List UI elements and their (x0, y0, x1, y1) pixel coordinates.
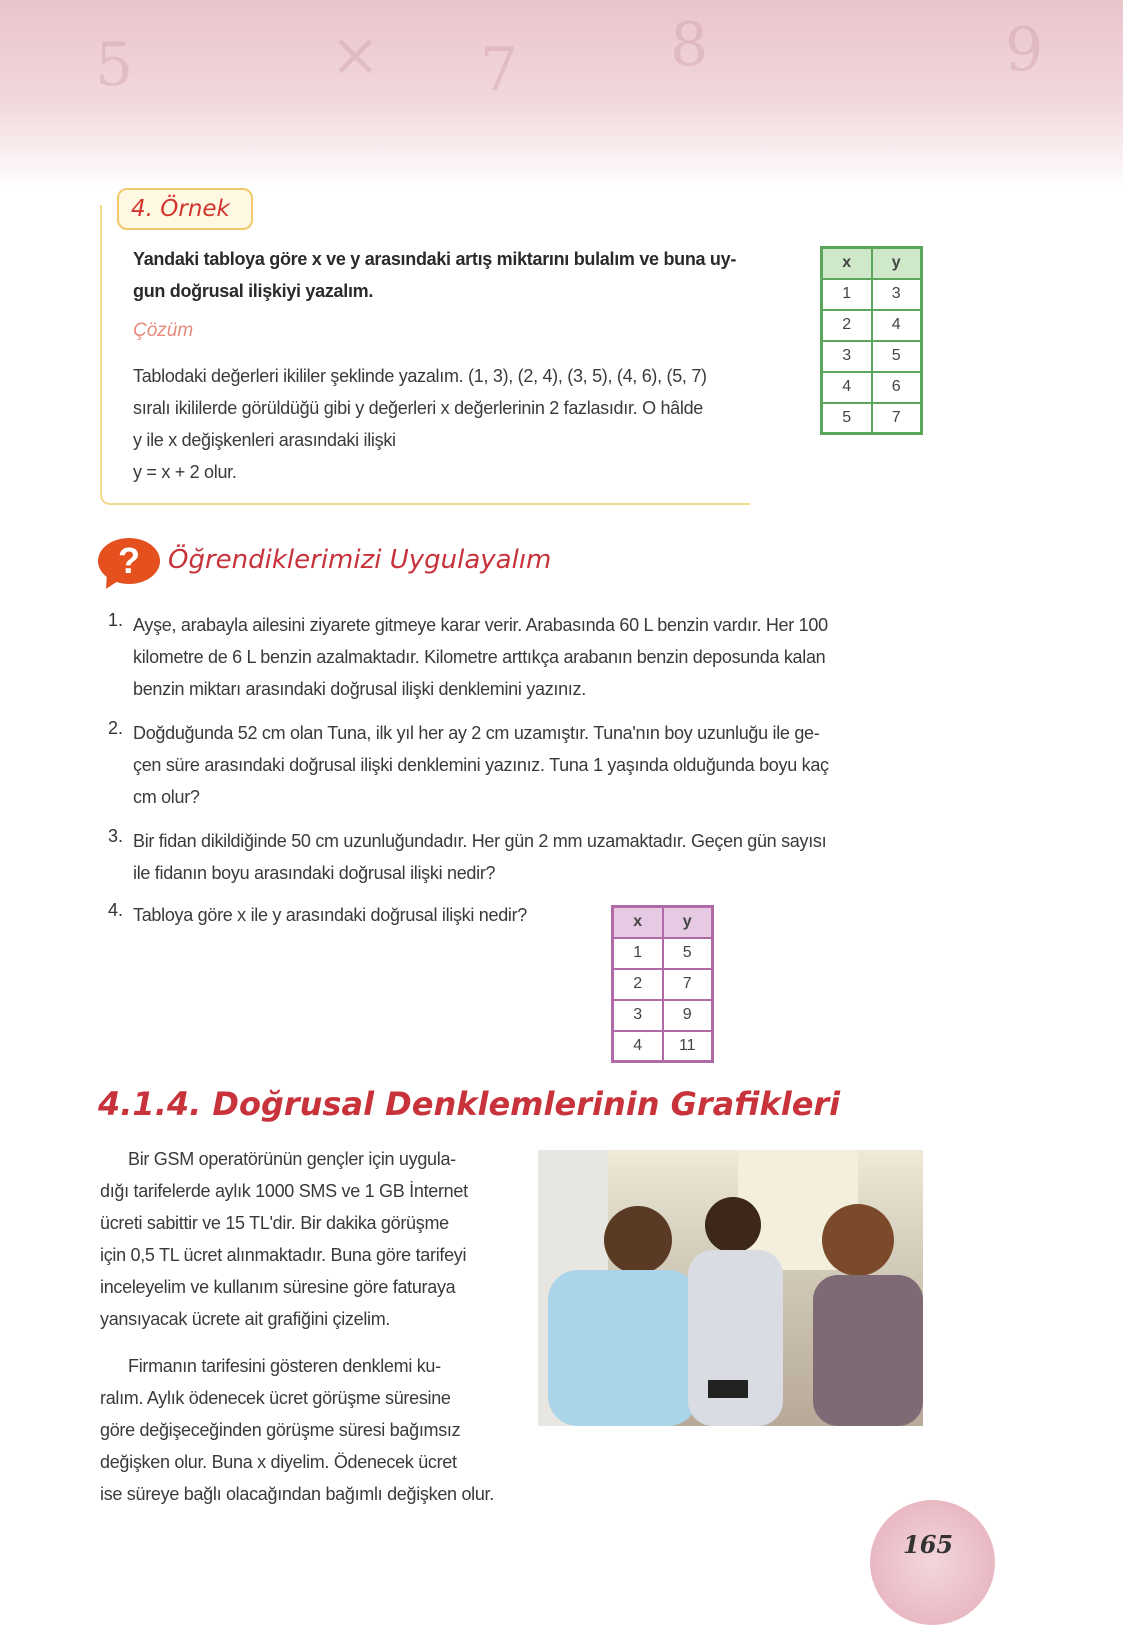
table-row: 5 7 (822, 403, 922, 434)
item-number: 3. (108, 826, 124, 846)
practice-item-3: Bir fidan dikildiğinde 50 cm uzunluğundadır. Her gün 2 mm uzamaktadır. Geçen gün sayısı ile fidanın boyu arasındaki doğrusal ilişki nedir? (133, 831, 827, 883)
solution-label: Çözüm (133, 320, 194, 341)
table-row: 3 9 (613, 1000, 713, 1031)
question-bubble-icon: ? (98, 538, 160, 584)
table-header: x (822, 248, 872, 279)
page-number: 165 (903, 1530, 954, 1559)
table-header: y (663, 907, 713, 938)
item-number: 1. (108, 610, 124, 630)
text-line: Tablodaki değerleri ikililer şeklinde yazalım. (1, 3), (2, 4), (3, 5), (4, 6), (5, 7) (133, 366, 707, 386)
table-header: y (872, 248, 922, 279)
example-question (133, 243, 793, 307)
practice-table (611, 905, 714, 1063)
text-line: y ile x değişkenleri arasındaki ilişki (133, 430, 396, 450)
example-solution (133, 360, 793, 488)
students-illustration (538, 1150, 923, 1426)
page-header-decoration (0, 0, 1123, 190)
table-row: 4 11 (613, 1031, 713, 1062)
text-line: gun doğrusal ilişkiyi yazalım. (133, 281, 374, 301)
section-paragraph-2: Firmanın tarifesini gösteren denklemi ku- ralım. Aylık ödenecek ücret görüşme süresine göre değişeceğinden görüşme süresi bağımsız değişken olur. Buna x diyelim. Ödenecek ücret ise süreye bağlı olacağından bağımlı değişken olur. (100, 1356, 494, 1504)
decorative-number: 8 (670, 10, 709, 80)
text-line: Yandaki tabloya göre x ve y arasındaki artış miktarını bulalım ve buna uy- (133, 249, 737, 269)
text-line: sıralı ikililerde görüldüğü gibi y değerleri x değerlerinin 2 fazlasıdır. O hâlde (133, 398, 704, 418)
example-tag: 4. Örnek (117, 188, 253, 230)
item-number: 4. (108, 900, 124, 920)
practice-item-4: Tabloya göre x ile y arasındaki doğrusal ilişki nedir? (133, 905, 528, 925)
decorative-number: 7 (480, 35, 519, 105)
table-row: 2 7 (613, 969, 713, 1000)
practice-title: Öğrendiklerimizi Uygulayalım (168, 545, 552, 575)
table-row: 1 5 (613, 938, 713, 969)
table-header: x (613, 907, 663, 938)
section-title: 4.1.4. Doğrusal Denklemlerinin Grafikleri (98, 1085, 841, 1123)
table-row: 4 6 (822, 372, 922, 403)
decorative-symbol: × (330, 20, 381, 90)
text-line: y = x + 2 olur. (133, 462, 237, 482)
table-row: 3 5 (822, 341, 922, 372)
practice-item-1: Ayşe, arabayla ailesini ziyarete gitmeye karar verir. Arabasında 60 L benzin vardır. Her 100 kilometre de 6 L benzin azalmaktadır. Kilometre arttıkça arabanın benzin deposunda kalan benzin miktarı arasındaki doğrusal ilişki denklemini yazınız. (133, 615, 828, 699)
decorative-number: 9 (1005, 15, 1044, 85)
example-table (820, 246, 923, 435)
table-row: 2 4 (822, 310, 922, 341)
page-number-badge (870, 1500, 995, 1625)
item-number: 2. (108, 718, 124, 738)
practice-item-2: Doğduğunda 52 cm olan Tuna, ilk yıl her ay 2 cm uzamıştır. Tuna'nın boy uzunluğu ile ge- çen süre arasındaki doğrusal ilişki denklemini yazınız. Tuna 1 yaşında olduğunda boyu kaç cm olur? (133, 723, 829, 807)
section-paragraph-1: Bir GSM operatörünün gençler için uygula- dığı tarifelerde aylık 1000 SMS ve 1 GB İnternet ücreti sabittir ve 15 TL'dir. Bir dakika görüşme için 0,5 TL ücret alınmaktadır. Buna göre tarifeyi inceleyelim ve kullanım süresine göre faturaya yansıyacak ücrete ait grafiğini çizelim. (100, 1149, 468, 1329)
decorative-number: 5 (95, 30, 134, 100)
students-photo (538, 1150, 923, 1426)
table-row: 1 3 (822, 279, 922, 310)
